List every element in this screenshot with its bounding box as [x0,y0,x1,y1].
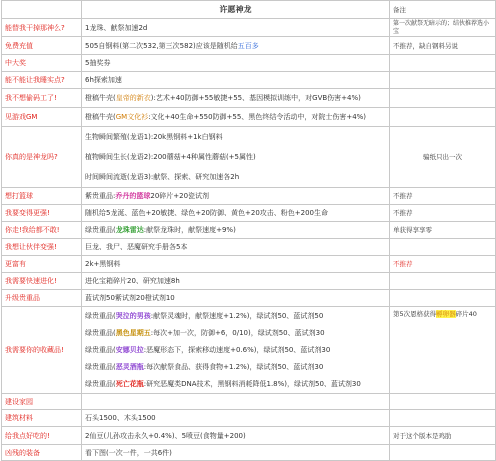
wish-reward: 进化宝箱碎片20、研究加速8h [82,273,390,290]
table-row [2,273,496,290]
wish-question: 更富有 [2,256,82,273]
wish-note: 不推荐，缺自钢料另说 [390,37,496,55]
wish-question: 我想让伙伴变强! [2,239,82,256]
wish-question: 凶残的装备 [2,445,82,461]
table-row [2,410,496,427]
wish-reward: 505自钢料(第二次532,第三次582)应该是随机给五百多 [82,37,390,55]
wish-question: 升级贵重品 [2,290,82,307]
wish-reward: 橙稿牛壳(皇帝的新衣):艺术+40防御+55敏捷+55、基因模拟训练中，对GVB伤害+4%) [82,89,390,108]
wish-question: 见游戏GM [2,108,82,127]
wish-question: 能不能让我睡实点? [2,72,82,89]
table-row [2,445,496,461]
wish-question: 给我点好吃的! [2,427,82,445]
table-row [2,37,496,55]
wish-reward: 1龙珠、献祭加速2d [82,19,390,37]
table-row [2,256,496,273]
wish-question: 我不想偷码工了! [2,89,82,108]
wish-reward: 看下图(一次一件，一共6件) [82,445,390,461]
note-header: 备注 [390,1,496,19]
wish-question: 你真的是神龙吗? [2,127,82,188]
collectible-line: 绿贵重品(死亡花瓶:研究恶魔类DNA技术，黑钢料消耗降低1.8%)，绿试剂50、蓝试剂30 [85,379,361,388]
wish-reward: 随机给5龙涎、蓝色+20敏捷、绿色+20防御、黄色+20攻击、粉色+200生命 [82,205,390,222]
table-row [2,394,496,410]
table-row [2,188,496,205]
table-row [2,108,496,127]
table-row [2,127,496,188]
collectible-line: 绿贵重品(恶灵酒瓶:每次献祭食品、获得食物+1.2%)，绿试剂50、蓝试剂30 [85,362,324,371]
wish-reward: 巨龙、我尸、恶魔研究手册各5本 [82,239,390,256]
wish-question: 我需要你的收藏品! [2,307,82,394]
table-row [2,72,496,89]
wish-question: 建筑材料 [2,410,82,427]
table-row [2,307,496,394]
wish-question: 中大奖 [2,55,82,72]
wish-reward: 5抽奖券 [82,55,390,72]
wish-reward [82,307,390,394]
wish-note: 不推荐 [390,188,496,205]
wish-reward: 2k+黑钢料 [82,256,390,273]
wish-reward: 蓝试剂50紫试剂20橙试剂10 [82,290,390,307]
table-row [2,205,496,222]
wish-question: 我需要快速进化! [2,273,82,290]
table-row [2,222,496,239]
collectible-line: 绿贵重品(安娜贝拉:恶魔形态下，探索移动速度+0.6%)，绿试剂50、蓝试剂30 [85,345,331,354]
wish-reward: 石头1500、木头1500 [82,410,390,427]
table-row [2,55,496,72]
wish-note: 对于这个版本是鸡肋 [390,427,496,445]
wish-note: 第5次恩格获得孵卵器碎片40 [390,307,496,394]
wish-reward: 2仙豆(儿孙攻击永久+0.4%)、5喷豆(食物量+200) [82,427,390,445]
wish-note: 第一次献祭无暗示的；结伙推荐选小宝 [390,19,496,37]
wish-reward: 6h探索加速 [82,72,390,89]
table-row [2,89,496,108]
table-row [2,239,496,256]
collectible-line: 绿贵重品(哭泣的男孩:献祭灵魂时，献祭速度+1.2%)，绿试剂50、蓝试剂50 [85,311,324,320]
wish-note: 不推荐 [390,205,496,222]
wish-dragon-table [1,0,496,461]
wish-question: 你走!我给都不敢! [2,222,82,239]
table-row [2,427,496,445]
wish-note: 骗纸只出一次 [390,127,496,188]
wish-question: 建设家园 [2,394,82,410]
wish-note: 单获得享享零 [390,222,496,239]
wish-reward: 绿贵重品(龙珠雷达:献祭龙珠时，献祭速度+9%) [82,222,390,239]
collectible-line: 绿贵重品(黑色星期五:每次+加一次，防御+6，0/10)，绿试剂50、蓝试剂30 [85,328,325,337]
wish-reward: 生物瞬间繁殖(龙语1):20k黑钢料+1k白钢料 植物瞬间生长(龙语2):200蘑菇+4种属性蘑菇(+5属性) 时间瞬间流逝(龙语3):献祭、探索、研究加速各2h [82,127,390,188]
wish-question: 免费充值 [2,37,82,55]
wish-question: 我要变得更强! [2,205,82,222]
table-row [2,290,496,307]
wish-reward: 紫贵重品:乔丹的篮球20碎片+20瓷试剂 [82,188,390,205]
table-title: 许愿神龙 [82,1,390,19]
wish-question: 想打篮球 [2,188,82,205]
table-row [2,19,496,37]
wish-question: 能替我干掉那神么? [2,19,82,37]
header-row [2,1,496,19]
wish-note: 不推荐 [390,256,496,273]
wish-reward: 橙稿牛壳(GM文化衫:文化+40生命+550防御+55、黑色终结令活动中，对院士伤害+4%) [82,108,390,127]
